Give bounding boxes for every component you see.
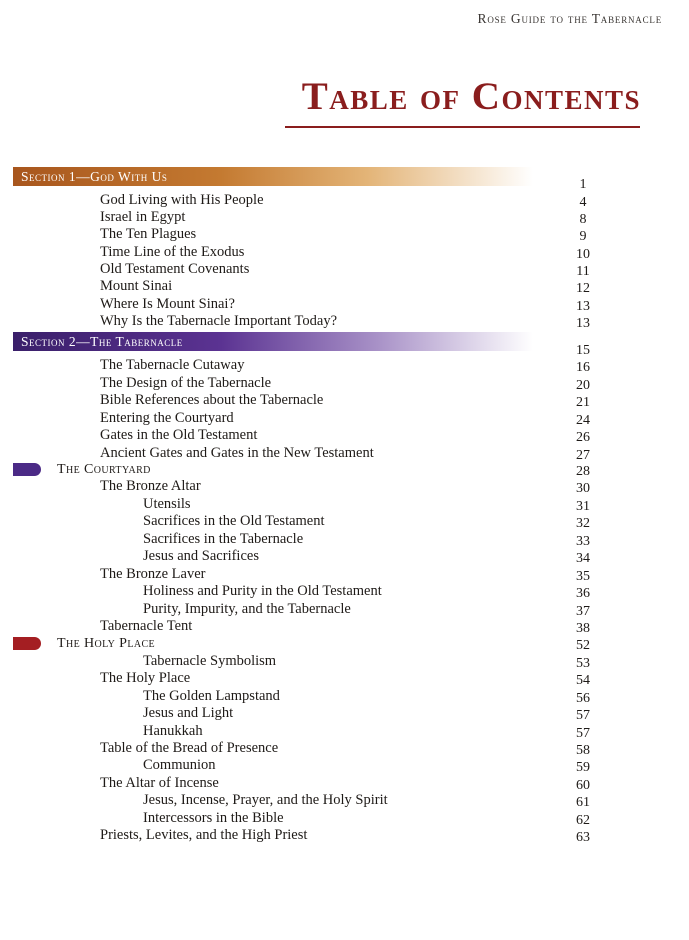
toc-entry[interactable]: Tabernacle Tent — [100, 618, 193, 634]
toc-entry[interactable]: The Design of the Tabernacle — [100, 375, 272, 391]
toc-page: 30 — [576, 481, 590, 496]
courtyard-tab-marker — [13, 463, 41, 476]
toc-entry[interactable]: Purity, Impurity, and the Tabernacle — [143, 601, 351, 617]
running-header: Rose Guide to the Tabernacle — [477, 11, 662, 26]
toc-page: 9 — [579, 229, 587, 244]
toc-entry[interactable]: Communion — [143, 757, 216, 773]
toc-page: 13 — [576, 299, 590, 314]
toc-page: 33 — [576, 534, 590, 549]
toc-page: 38 — [576, 621, 590, 636]
toc-entry[interactable]: The Altar of Incense — [100, 775, 219, 791]
toc-entry[interactable]: Sacrifices in the Tabernacle — [143, 531, 304, 547]
toc-entry[interactable]: The Golden Lampstand — [143, 688, 280, 704]
toc-page: 21 — [576, 395, 590, 410]
holy-place-page: 52 — [576, 638, 590, 653]
page-title: Table of Contents — [301, 75, 641, 118]
section-1-page: 1 — [579, 177, 587, 192]
toc-entry[interactable]: Where Is Mount Sinai? — [100, 296, 235, 312]
toc-page: 12 — [576, 281, 590, 296]
toc-page: 59 — [576, 760, 590, 775]
toc-page: 36 — [576, 586, 590, 601]
toc-entry[interactable]: Table of the Bread of Presence — [100, 740, 279, 756]
toc-page: 63 — [576, 830, 590, 845]
toc-entry[interactable]: The Ten Plagues — [100, 226, 197, 242]
toc-page: 37 — [576, 604, 590, 619]
toc-entry[interactable]: Holiness and Purity in the Old Testament — [143, 583, 382, 599]
courtyard-page: 28 — [576, 464, 590, 479]
toc-page: 35 — [576, 569, 590, 584]
toc-entry[interactable]: Utensils — [143, 496, 191, 512]
toc-entry[interactable]: The Holy Place — [100, 670, 191, 686]
toc-page: 13 — [576, 316, 590, 331]
toc-page: 56 — [576, 691, 590, 706]
toc-entry[interactable]: Jesus, Incense, Prayer, and the Holy Spirit — [143, 792, 388, 808]
toc-page: 62 — [576, 813, 590, 828]
toc-page: 8 — [579, 212, 587, 227]
toc-entry[interactable]: The Bronze Altar — [100, 478, 201, 494]
section-2-page: 15 — [576, 343, 590, 358]
toc-entry[interactable]: Priests, Levites, and the High Priest — [100, 827, 308, 843]
toc-entry[interactable]: The Bronze Laver — [100, 566, 206, 582]
toc-entry[interactable]: Intercessors in the Bible — [143, 810, 284, 826]
toc-page: 53 — [576, 656, 590, 671]
holy-place-subhead[interactable]: The Holy Place — [57, 636, 156, 651]
toc-entry[interactable]: Entering the Courtyard — [100, 410, 234, 426]
toc-page: 16 — [576, 360, 590, 375]
toc-entry[interactable]: Tabernacle Symbolism — [143, 653, 277, 669]
toc-entry[interactable]: Why Is the Tabernacle Important Today? — [100, 313, 337, 329]
toc-page: 4 — [579, 195, 587, 210]
toc-entry[interactable]: God Living with His People — [100, 192, 264, 208]
toc-entry[interactable]: Old Testament Covenants — [100, 261, 250, 277]
toc-entry[interactable]: Israel in Egypt — [100, 209, 186, 225]
courtyard-subhead[interactable]: The Courtyard — [57, 462, 151, 477]
holy-place-tab-marker — [13, 637, 41, 650]
toc-page: 26 — [576, 430, 590, 445]
toc-page: 27 — [576, 448, 590, 463]
toc-entry[interactable]: Hanukkah — [143, 723, 203, 739]
toc-page: 31 — [576, 499, 590, 514]
toc-page: 57 — [576, 726, 590, 741]
toc-page: 54 — [576, 673, 590, 688]
toc-entry[interactable]: Jesus and Sacrifices — [143, 548, 259, 564]
section-2-bar[interactable]: Section 2—The Tabernacle — [13, 332, 533, 351]
toc-entry[interactable]: Time Line of the Exodus — [100, 244, 245, 260]
toc-page: 24 — [576, 413, 590, 428]
toc-entry[interactable]: Sacrifices in the Old Testament — [143, 513, 325, 529]
toc-page: 61 — [576, 795, 590, 810]
toc-page: 58 — [576, 743, 590, 758]
toc-page: 11 — [576, 264, 590, 279]
toc-page: 60 — [576, 778, 590, 793]
toc-entry[interactable]: The Tabernacle Cutaway — [100, 357, 245, 373]
toc-entry[interactable]: Gates in the Old Testament — [100, 427, 258, 443]
toc-page: 10 — [576, 247, 590, 262]
section-1-bar[interactable]: Section 1—God With Us — [13, 167, 533, 186]
toc-page: 34 — [576, 551, 590, 566]
toc-entry[interactable]: Bible References about the Tabernacle — [100, 392, 324, 408]
toc-entry[interactable]: Jesus and Light — [143, 705, 234, 721]
toc-page: 57 — [576, 708, 590, 723]
toc-entry[interactable]: Mount Sinai — [100, 278, 173, 294]
toc-entry[interactable]: Ancient Gates and Gates in the New Testament — [100, 445, 374, 461]
toc-page: 32 — [576, 516, 590, 531]
toc-page: 20 — [576, 378, 590, 393]
